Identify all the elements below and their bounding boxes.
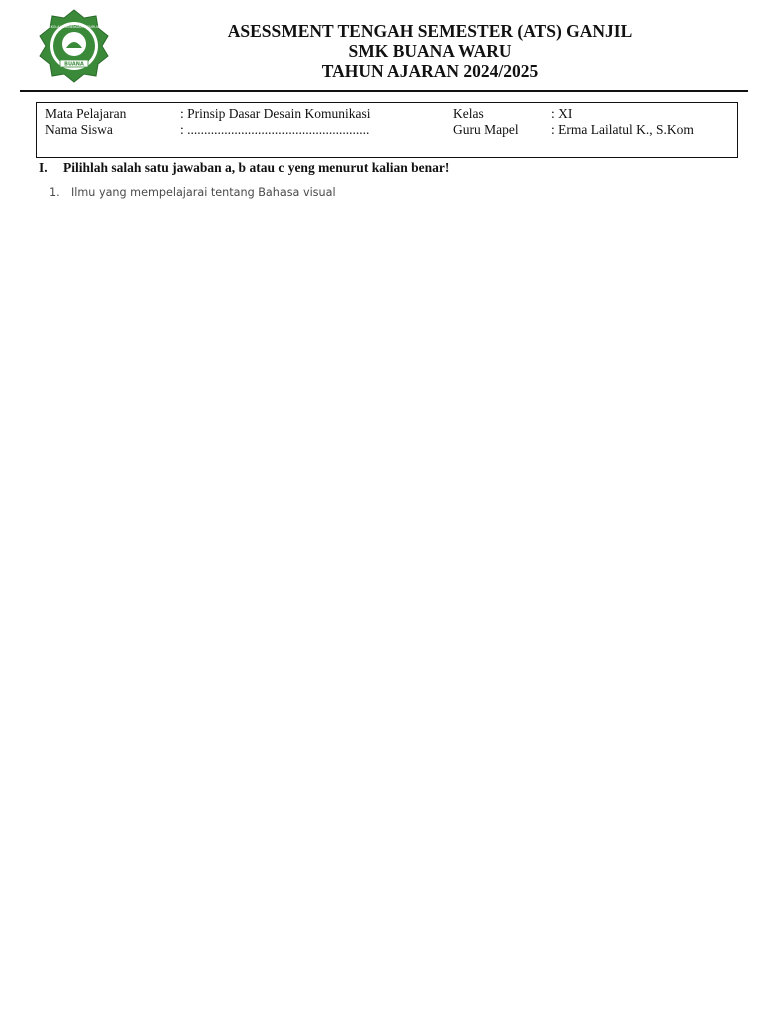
question-text: Ilmu yang mempelajarai tentang Bahasa visual xyxy=(71,186,336,199)
student-info-box xyxy=(36,102,738,158)
kelas-value: : XI xyxy=(551,106,573,121)
section-number: I. xyxy=(39,160,48,175)
mapel-value: : Prinsip Dasar Desain Komunikasi xyxy=(180,106,371,121)
logo-text-top: SEKOLAH MENENGAH KEJURUAN xyxy=(46,25,102,29)
mapel-label: Mata Pelajaran xyxy=(45,106,127,121)
logo-text-bottom: BUANA xyxy=(64,61,84,68)
guru-label: Guru Mapel xyxy=(453,122,519,137)
header-school: SMK BUANA WARU xyxy=(348,41,512,61)
section-heading xyxy=(39,160,449,176)
document-header xyxy=(150,21,710,81)
nama-value: : ...................................................... xyxy=(180,122,370,137)
header-year: TAHUN AJARAN 2024/2025 xyxy=(321,61,539,81)
guru-value: : Erma Lailatul K., S.Kom xyxy=(551,122,694,137)
school-logo xyxy=(36,8,112,84)
kelas-label: Kelas xyxy=(453,106,484,121)
question-number: 1. xyxy=(49,186,60,199)
nama-label: Nama Siswa xyxy=(45,122,113,137)
header-title: ASESSMENT TENGAH SEMESTER (ATS) GANJIL xyxy=(227,21,633,41)
section-instruction: Pilihlah salah satu jawaban a, b atau c yeng menurut kalian benar! xyxy=(63,160,450,175)
header-rule xyxy=(20,90,748,92)
